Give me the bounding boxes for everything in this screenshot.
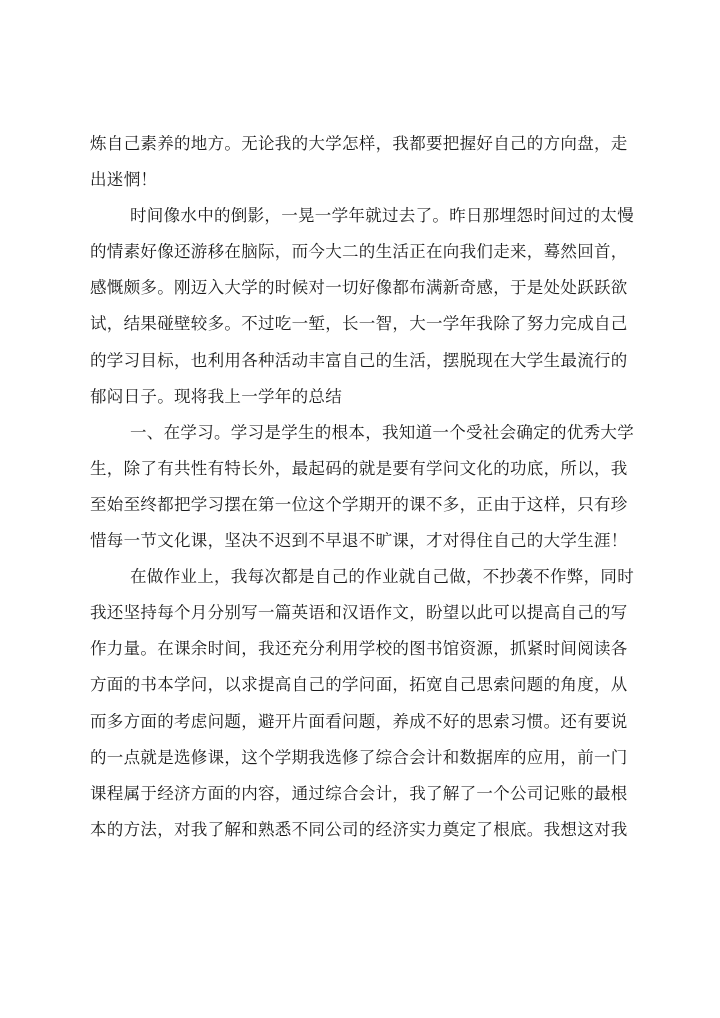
text-line: 作力量。在课余时间，我还充分利用学校的图书馆资源，抓紧时间阅读各 bbox=[90, 639, 628, 659]
text-line: 感慨颇多。刚迈入大学的时候对一切好像都布满新奇感，于是处处跃跃欲 bbox=[90, 278, 628, 298]
text-line: 本的方法，对我了解和熟悉不同公司的经济实力奠定了根底。我想这对我 bbox=[90, 819, 628, 839]
text-line: 一、在学习。学习是学生的根本，我知道一个受社会确定的优秀大学 bbox=[130, 422, 634, 442]
text-line: 的学习目标，也利用各种活动丰富自己的生活，摆脱现在大学生最流行的 bbox=[90, 350, 628, 370]
text-line: 我还坚持每个月分别写一篇英语和汉语作文，盼望以此可以提高自己的写 bbox=[90, 603, 628, 623]
text-line: 郁闷日子。现将我上一学年的总结 bbox=[90, 386, 342, 406]
text-line: 课程属于经济方面的内容，通过综合会计，我了解了一个公司记账的最根 bbox=[90, 783, 628, 803]
text-line: 至始至终都把学习摆在第一位这个学期开的课不多，正由于这样，只有珍 bbox=[90, 494, 628, 514]
text-line: 的一点就是选修课，这个学期我选修了综合会计和数据库的应用，前一门 bbox=[90, 747, 628, 767]
text-line: 出迷惘！ bbox=[90, 170, 158, 190]
text-line: 时间像水中的倒影，一晃一学年就过去了。昨日那埋怨时间过的太慢 bbox=[130, 206, 634, 226]
text-line: 炼自己素养的地方。无论我的大学怎样，我都要把握好自己的方向盘，走 bbox=[90, 134, 628, 153]
text-line: 方面的书本学问，以求提高自己的学问面，拓宽自己思索问题的角度，从 bbox=[90, 675, 628, 695]
body-text bbox=[90, 126, 640, 848]
text-line: 的情素好像还游移在脑际，而今大二的生活正在向我们走来，蓦然回首， bbox=[90, 242, 628, 262]
text-line: 试，结果碰壁较多。不过吃一堑，长一智，大一学年我除了努力完成自己 bbox=[90, 314, 628, 334]
text-line: 在做作业上，我每次都是自己的作业就自己做，不抄袭不作弊，同时 bbox=[130, 567, 634, 587]
text-line: 而多方面的考虑问题，避开片面看问题，养成不好的思索习惯。还有要说 bbox=[90, 711, 628, 731]
text-line: 惜每一节文化课，坚决不迟到不早退不旷课，才对得住自己的大学生涯！ bbox=[90, 531, 628, 551]
text-line: 生，除了有共性有特长外，最起码的就是要有学问文化的功底，所以，我 bbox=[90, 458, 628, 478]
